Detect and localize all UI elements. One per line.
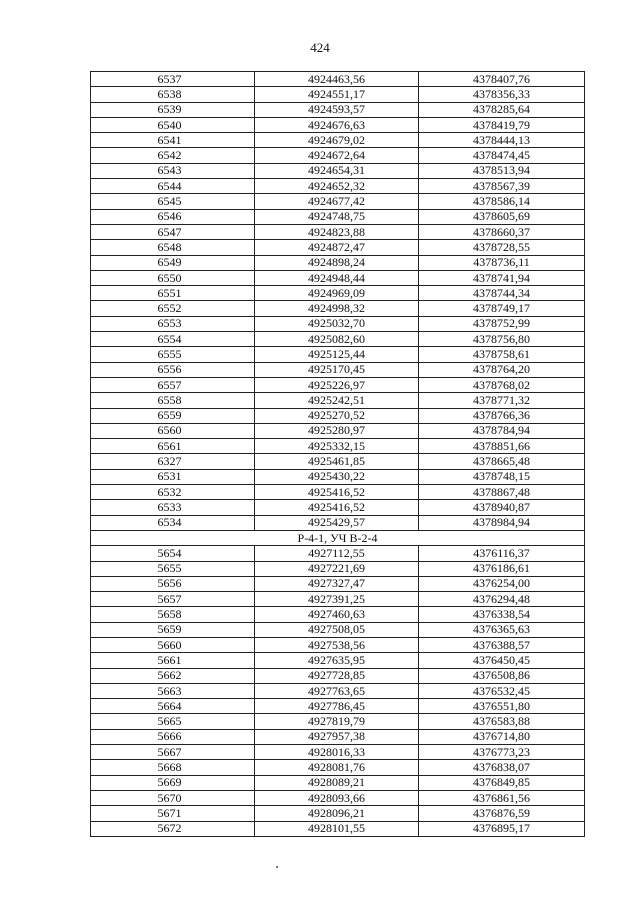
point-number-cell: 6560 [91, 423, 255, 438]
table-row [91, 347, 585, 362]
y-coordinate-cell: 4376388,57 [419, 637, 585, 652]
point-number-cell: 6549 [91, 255, 255, 270]
point-number-cell: 5668 [91, 760, 255, 775]
point-number-cell: 6550 [91, 270, 255, 285]
y-coordinate-cell: 4376551,80 [419, 699, 585, 714]
x-coordinate-cell: 4925125,44 [255, 347, 419, 362]
x-coordinate-cell: 4924676,63 [255, 117, 419, 132]
table-row [91, 163, 585, 178]
x-coordinate-cell: 4925270,52 [255, 408, 419, 423]
y-coordinate-cell: 4378444,13 [419, 133, 585, 148]
y-coordinate-cell: 4378660,37 [419, 224, 585, 239]
table-row [91, 561, 585, 576]
y-coordinate-cell: 4378764,20 [419, 362, 585, 377]
y-coordinate-cell: 4378605,69 [419, 209, 585, 224]
point-number-cell: 6542 [91, 148, 255, 163]
table-row [91, 500, 585, 515]
y-coordinate-cell: 4376532,45 [419, 683, 585, 698]
table-row [91, 224, 585, 239]
x-coordinate-cell: 4924748,75 [255, 209, 419, 224]
point-number-cell: 6544 [91, 179, 255, 194]
table-row [91, 209, 585, 224]
y-coordinate-cell: 4376186,61 [419, 561, 585, 576]
point-number-cell: 5666 [91, 729, 255, 744]
point-number-cell: 6541 [91, 133, 255, 148]
x-coordinate-cell: 4927728,85 [255, 668, 419, 683]
x-coordinate-cell: 4924998,32 [255, 301, 419, 316]
point-number-cell: 5654 [91, 546, 255, 561]
point-number-cell: 5662 [91, 668, 255, 683]
point-number-cell: 5667 [91, 745, 255, 760]
table-row [91, 515, 585, 530]
point-number-cell: 5663 [91, 683, 255, 698]
x-coordinate-cell: 4928081,76 [255, 760, 419, 775]
point-number-cell: 6555 [91, 347, 255, 362]
table-row [91, 607, 585, 622]
y-coordinate-cell: 4378474,45 [419, 148, 585, 163]
point-number-cell: 6543 [91, 163, 255, 178]
x-coordinate-cell: 4927391,25 [255, 592, 419, 607]
point-number-cell: 5660 [91, 637, 255, 652]
y-coordinate-cell: 4378513,94 [419, 163, 585, 178]
x-coordinate-cell: 4927327,47 [255, 576, 419, 591]
point-number-cell: 6538 [91, 87, 255, 102]
x-coordinate-cell: 4927221,69 [255, 561, 419, 576]
x-coordinate-cell: 4924551,17 [255, 87, 419, 102]
table-row [91, 240, 585, 255]
point-number-cell: 6556 [91, 362, 255, 377]
y-coordinate-cell: 4376861,56 [419, 790, 585, 805]
x-coordinate-cell: 4925170,45 [255, 362, 419, 377]
table-row [91, 194, 585, 209]
y-coordinate-cell: 4378567,39 [419, 179, 585, 194]
x-coordinate-cell: 4925416,52 [255, 485, 419, 500]
y-coordinate-cell: 4376338,54 [419, 607, 585, 622]
point-number-cell: 6554 [91, 332, 255, 347]
x-coordinate-cell: 4925416,52 [255, 500, 419, 515]
table-row [91, 653, 585, 668]
point-number-cell: 6327 [91, 454, 255, 469]
table-row [91, 576, 585, 591]
x-coordinate-cell: 4925082,60 [255, 332, 419, 347]
table-row [91, 806, 585, 821]
table-row [91, 72, 585, 87]
point-number-cell: 6546 [91, 209, 255, 224]
y-coordinate-cell: 4376254,00 [419, 576, 585, 591]
table-row [91, 255, 585, 270]
point-number-cell: 6531 [91, 469, 255, 484]
coordinates-table [90, 71, 585, 837]
y-coordinate-cell: 4378766,36 [419, 408, 585, 423]
point-number-cell: 6532 [91, 485, 255, 500]
table-row [91, 393, 585, 408]
point-number-cell: 6557 [91, 377, 255, 392]
y-coordinate-cell: 4378752,99 [419, 316, 585, 331]
y-coordinate-cell: 4378665,48 [419, 454, 585, 469]
point-number-cell: 6537 [91, 72, 255, 87]
table-row [91, 469, 585, 484]
y-coordinate-cell: 4376773,23 [419, 745, 585, 760]
x-coordinate-cell: 4924948,44 [255, 270, 419, 285]
table-row [91, 408, 585, 423]
y-coordinate-cell: 4378851,66 [419, 439, 585, 454]
section-header-row [91, 530, 585, 545]
table-row [91, 775, 585, 790]
table-row [91, 760, 585, 775]
x-coordinate-cell: 4924898,24 [255, 255, 419, 270]
point-number-cell: 6553 [91, 316, 255, 331]
point-number-cell: 6539 [91, 102, 255, 117]
y-coordinate-cell: 4378419,79 [419, 117, 585, 132]
table-row [91, 377, 585, 392]
point-number-cell: 5665 [91, 714, 255, 729]
point-number-cell: 6534 [91, 515, 255, 530]
table-row [91, 592, 585, 607]
x-coordinate-cell: 4927957,38 [255, 729, 419, 744]
table-row [91, 270, 585, 285]
table-row [91, 362, 585, 377]
x-coordinate-cell: 4928093,66 [255, 790, 419, 805]
y-coordinate-cell: 4378756,80 [419, 332, 585, 347]
y-coordinate-cell: 4378736,11 [419, 255, 585, 270]
x-coordinate-cell: 4924652,32 [255, 179, 419, 194]
x-coordinate-cell: 4927763,65 [255, 683, 419, 698]
x-coordinate-cell: 4924463,56 [255, 72, 419, 87]
x-coordinate-cell: 4928089,21 [255, 775, 419, 790]
point-number-cell: 5659 [91, 622, 255, 637]
point-number-cell: 6558 [91, 393, 255, 408]
point-number-cell: 5661 [91, 653, 255, 668]
point-number-cell: 5656 [91, 576, 255, 591]
x-coordinate-cell: 4925430,22 [255, 469, 419, 484]
table-row [91, 729, 585, 744]
y-coordinate-cell: 4376508,86 [419, 668, 585, 683]
x-coordinate-cell: 4927508,05 [255, 622, 419, 637]
table-row [91, 332, 585, 347]
y-coordinate-cell: 4376849,85 [419, 775, 585, 790]
y-coordinate-cell: 4376116,37 [419, 546, 585, 561]
y-coordinate-cell: 4378771,32 [419, 393, 585, 408]
x-coordinate-cell: 4924679,02 [255, 133, 419, 148]
x-coordinate-cell: 4927635,95 [255, 653, 419, 668]
table-row [91, 439, 585, 454]
point-number-cell: 5669 [91, 775, 255, 790]
x-coordinate-cell: 4924969,09 [255, 286, 419, 301]
table-row [91, 179, 585, 194]
y-coordinate-cell: 4378768,02 [419, 377, 585, 392]
point-number-cell: 5664 [91, 699, 255, 714]
y-coordinate-cell: 4378748,15 [419, 469, 585, 484]
x-coordinate-cell: 4927819,79 [255, 714, 419, 729]
table-row [91, 668, 585, 683]
x-coordinate-cell: 4925280,97 [255, 423, 419, 438]
table-row [91, 714, 585, 729]
table-row [91, 546, 585, 561]
y-coordinate-cell: 4378728,55 [419, 240, 585, 255]
table-row [91, 87, 585, 102]
scan-speck [276, 866, 278, 868]
point-number-cell: 5657 [91, 592, 255, 607]
x-coordinate-cell: 4924823,88 [255, 224, 419, 239]
page-number: 424 [310, 40, 330, 55]
point-number-cell: 5655 [91, 561, 255, 576]
table-row [91, 485, 585, 500]
table-row [91, 745, 585, 760]
table-row [91, 699, 585, 714]
y-coordinate-cell: 4378867,48 [419, 485, 585, 500]
x-coordinate-cell: 4925226,97 [255, 377, 419, 392]
table-row [91, 637, 585, 652]
point-number-cell: 5658 [91, 607, 255, 622]
x-coordinate-cell: 4927786,45 [255, 699, 419, 714]
x-coordinate-cell: 4924654,31 [255, 163, 419, 178]
x-coordinate-cell: 4928016,33 [255, 745, 419, 760]
table-row [91, 683, 585, 698]
x-coordinate-cell: 4924677,42 [255, 194, 419, 209]
x-coordinate-cell: 4927112,55 [255, 546, 419, 561]
table-row [91, 790, 585, 805]
y-coordinate-cell: 4376583,88 [419, 714, 585, 729]
point-number-cell: 6561 [91, 439, 255, 454]
table-row [91, 301, 585, 316]
table-row [91, 117, 585, 132]
y-coordinate-cell: 4378744,34 [419, 286, 585, 301]
table-row [91, 102, 585, 117]
y-coordinate-cell: 4378285,64 [419, 102, 585, 117]
point-number-cell: 5671 [91, 806, 255, 821]
x-coordinate-cell: 4925032,70 [255, 316, 419, 331]
point-number-cell: 6547 [91, 224, 255, 239]
x-coordinate-cell: 4925242,51 [255, 393, 419, 408]
y-coordinate-cell: 4376365,63 [419, 622, 585, 637]
coordinates-table-body [91, 72, 585, 837]
y-coordinate-cell: 4376450,45 [419, 653, 585, 668]
table-row [91, 622, 585, 637]
point-number-cell: 6533 [91, 500, 255, 515]
y-coordinate-cell: 4376294,48 [419, 592, 585, 607]
y-coordinate-cell: 4378758,61 [419, 347, 585, 362]
table-row [91, 821, 585, 836]
y-coordinate-cell: 4378940,87 [419, 500, 585, 515]
x-coordinate-cell: 4927538,56 [255, 637, 419, 652]
point-number-cell: 6545 [91, 194, 255, 209]
y-coordinate-cell: 4376895,17 [419, 821, 585, 836]
point-number-cell: 6559 [91, 408, 255, 423]
x-coordinate-cell: 4928101,55 [255, 821, 419, 836]
table-row [91, 133, 585, 148]
x-coordinate-cell: 4925461,85 [255, 454, 419, 469]
y-coordinate-cell: 4378356,33 [419, 87, 585, 102]
x-coordinate-cell: 4924872,47 [255, 240, 419, 255]
point-number-cell: 5670 [91, 790, 255, 805]
y-coordinate-cell: 4378586,14 [419, 194, 585, 209]
x-coordinate-cell: 4927460,63 [255, 607, 419, 622]
point-number-cell: 6540 [91, 117, 255, 132]
y-coordinate-cell: 4378741,94 [419, 270, 585, 285]
x-coordinate-cell: 4925429,57 [255, 515, 419, 530]
x-coordinate-cell: 4928096,21 [255, 806, 419, 821]
table-row [91, 148, 585, 163]
table-row [91, 423, 585, 438]
y-coordinate-cell: 4378984,94 [419, 515, 585, 530]
table-row [91, 316, 585, 331]
x-coordinate-cell: 4924672,64 [255, 148, 419, 163]
point-number-cell: 6552 [91, 301, 255, 316]
y-coordinate-cell: 4378407,76 [419, 72, 585, 87]
point-number-cell: 6551 [91, 286, 255, 301]
point-number-cell: 6548 [91, 240, 255, 255]
table-row [91, 286, 585, 301]
y-coordinate-cell: 4378784,94 [419, 423, 585, 438]
section-title: Р-4-1, УЧ В-2-4 [91, 530, 585, 545]
y-coordinate-cell: 4376876,59 [419, 806, 585, 821]
y-coordinate-cell: 4378749,17 [419, 301, 585, 316]
y-coordinate-cell: 4376714,80 [419, 729, 585, 744]
x-coordinate-cell: 4924593,57 [255, 102, 419, 117]
y-coordinate-cell: 4376838,07 [419, 760, 585, 775]
x-coordinate-cell: 4925332,15 [255, 439, 419, 454]
table-row [91, 454, 585, 469]
point-number-cell: 5672 [91, 821, 255, 836]
